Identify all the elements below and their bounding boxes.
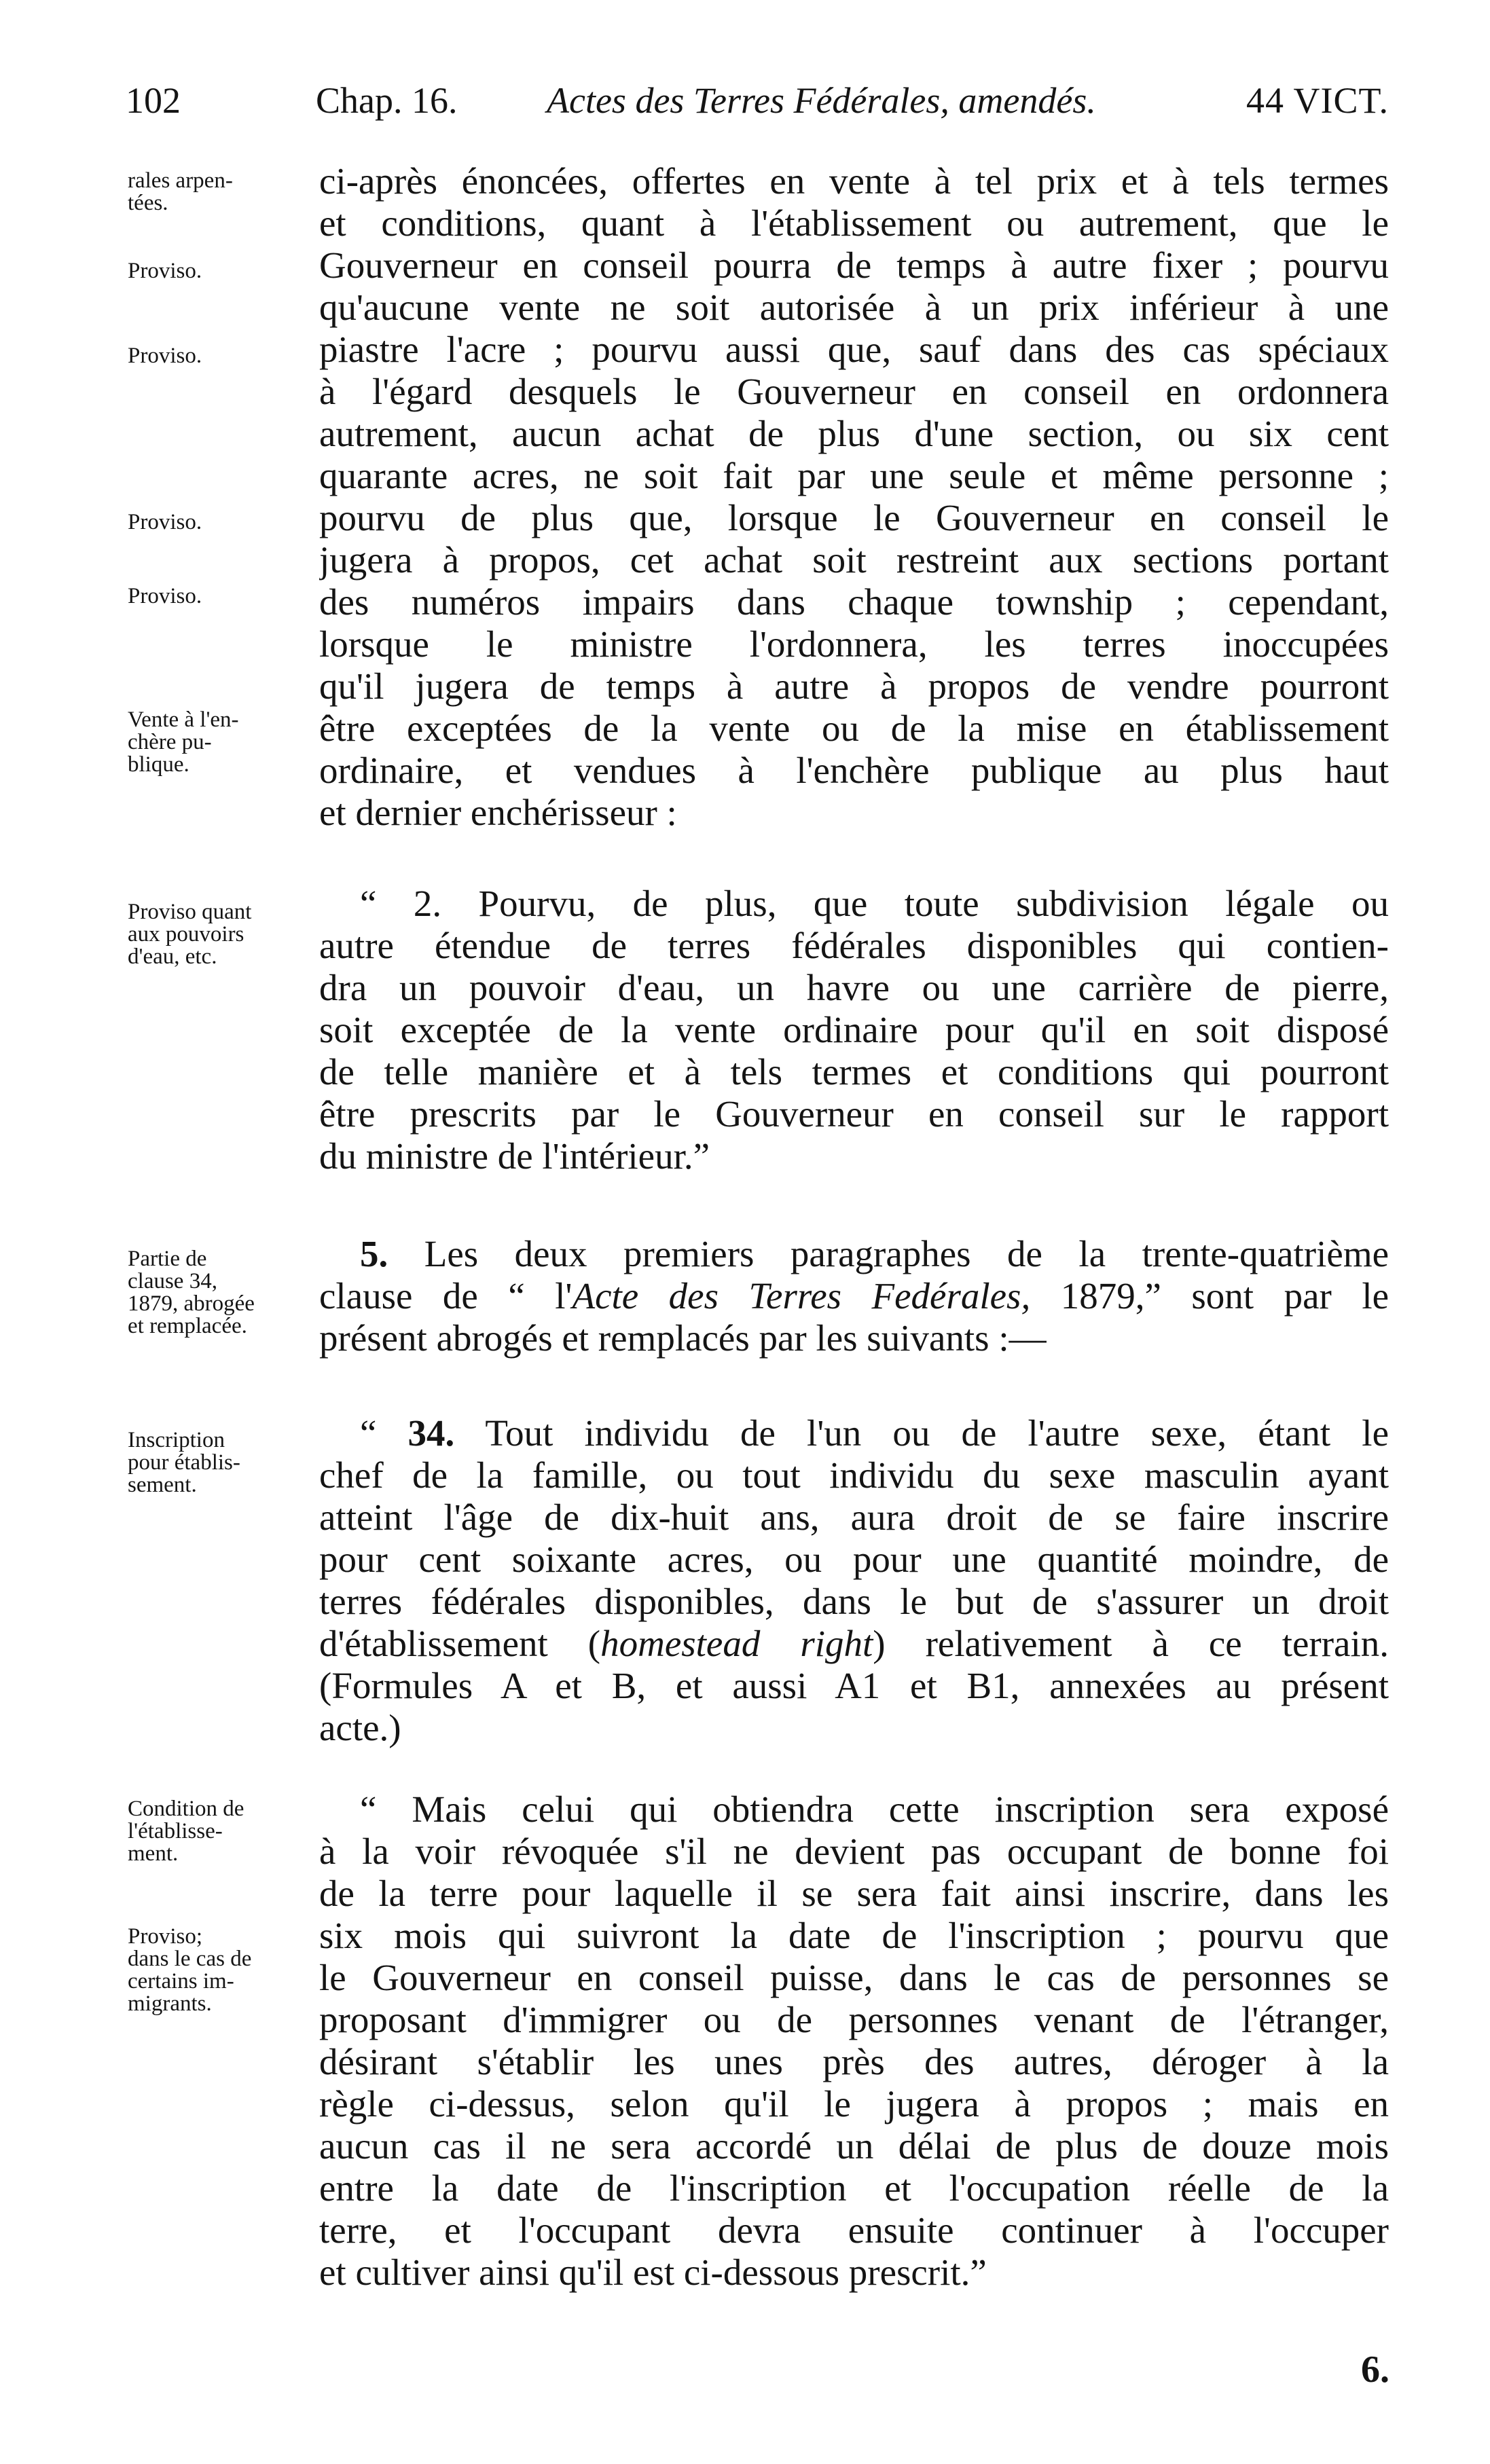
- act-citation: Acte des Terres Fedérales,: [572, 1275, 1031, 1317]
- marginal-note: Proviso quant aux pouvoirs d'eau, etc.: [128, 900, 252, 969]
- text-line: ordinaire, et vendues à l'enchère publique au plus haut: [319, 750, 1389, 791]
- text-line: Gouverneur en conseil pourra de temps à autre fixer ; pourvu: [319, 244, 1389, 286]
- text-line: entre la date de l'inscription et l'occupation réelle de la: [319, 2167, 1389, 2209]
- marginal-note: Proviso.: [128, 259, 202, 283]
- text-line: piastre l'acre ; pourvu aussi que, sauf dans des cas spéciaux: [319, 329, 1389, 370]
- text-line: être exceptées de la vente ou de la mise en établissement: [319, 707, 1389, 749]
- text-line: lorsque le ministre l'ordonnera, les terres inoccupées: [319, 623, 1389, 665]
- clause-number: 34.: [407, 1412, 455, 1454]
- text-line: aucun cas il ne sera accordé un délai de plus de douze mois: [319, 2125, 1389, 2167]
- text-line: terre, et l'occupant devra ensuite continuer à l'occuper: [319, 2209, 1389, 2251]
- marginal-note: Partie de clause 34, 1879, abrogée et remplacée.: [128, 1247, 255, 1338]
- chapter-label: Chap. 16.: [316, 80, 458, 121]
- text-line: acte.): [319, 1707, 401, 1748]
- page-number: 102: [126, 80, 181, 121]
- text-line: présent abrogés et remplacés par les suivants :—: [319, 1317, 1047, 1359]
- marginal-note: Proviso.: [128, 344, 202, 368]
- act-title: Actes des Terres Fédérales, amendés.: [547, 80, 1096, 121]
- text-line: des numéros impairs dans chaque township ; cependant,: [319, 581, 1389, 623]
- marginal-note: Vente à l'en- chère pu- blique.: [128, 707, 239, 777]
- marginal-note: Proviso.: [128, 510, 202, 534]
- text-line: de telle manière et à tels termes et conditions qui pourront: [319, 1051, 1389, 1092]
- text-line: pour cent soixante acres, ou pour une quantité moindre, de: [319, 1539, 1389, 1580]
- marginal-note: Proviso; dans le cas de certains im- migrants.: [128, 1924, 252, 2016]
- text-line: (Formules A et B, et aussi A1 et B1, annexées au présent: [319, 1665, 1389, 1706]
- text-line: “ 2. Pourvu, de plus, que toute subdivision légale ou: [360, 883, 1389, 924]
- marginal-note: Condition de l'établisse- ment.: [128, 1797, 244, 1866]
- text-line: clause de “ l'Acte des Terres Fedérales, 1879,” sont par le: [319, 1275, 1389, 1317]
- marginal-note: Proviso.: [128, 584, 202, 608]
- text-line: de la terre pour laquelle il se sera fait ainsi inscrire, dans les: [319, 1873, 1389, 1914]
- text-line: qu'aucune vente ne soit autorisée à un prix inférieur à une: [319, 287, 1389, 328]
- text-line: et conditions, quant à l'établissement ou autrement, que le: [319, 202, 1389, 244]
- text-line: six mois qui suivront la date de l'inscription ; pourvu que: [319, 1915, 1389, 1956]
- text-line: “ Mais celui qui obtiendra cette inscription sera exposé: [360, 1788, 1389, 1830]
- text-line: et dernier enchérisseur :: [319, 792, 677, 833]
- text-line: d'établissement (homestead right) relativement à ce terrain.: [319, 1623, 1389, 1664]
- text-line: 5. Les deux premiers paragraphes de la trente-quatrième: [360, 1233, 1389, 1274]
- text-line: chef de la famille, ou tout individu du sexe masculin ayant: [319, 1454, 1389, 1496]
- text-line: qu'il jugera de temps à autre à propos de vendre pourront: [319, 665, 1389, 707]
- text-line: dra un pouvoir d'eau, un havre ou une carrière de pierre,: [319, 967, 1389, 1008]
- text-line: désirant s'établir les unes près des autres, déroger à la: [319, 2041, 1389, 2082]
- text-line: autre étendue de terres fédérales disponibles qui contien-: [319, 925, 1389, 966]
- text-line: du ministre de l'intérieur.”: [319, 1135, 710, 1177]
- text-line: le Gouverneur en conseil puisse, dans le cas de personnes se: [319, 1957, 1389, 1998]
- text-line: à la voir révoquée s'il ne devient pas occupant de bonne foi: [319, 1831, 1389, 1872]
- marginal-note: rales arpen- tées.: [128, 168, 233, 215]
- text-line: et cultiver ainsi qu'il est ci-dessous prescrit.”: [319, 2251, 987, 2293]
- text-line: proposant d'immigrer ou de personnes venant de l'étranger,: [319, 1999, 1389, 2040]
- text-line: “ 34. Tout individu de l'un ou de l'autre sexe, étant le: [360, 1412, 1389, 1454]
- text-line: ci-après énoncées, offertes en vente à tel prix et à tels termes: [319, 160, 1389, 202]
- text-line: règle ci-dessus, selon qu'il le jugera à propos ; mais en: [319, 2083, 1389, 2125]
- text-line: quarante acres, ne soit fait par une seule et même personne ;: [319, 455, 1389, 496]
- regnal-year: 44 VICT.: [1246, 80, 1389, 121]
- text-line: terres fédérales disponibles, dans le but de s'assurer un droit: [319, 1581, 1389, 1622]
- text-line: soit exceptée de la vente ordinaire pour qu'il en soit disposé: [319, 1009, 1389, 1050]
- text-line: être prescrits par le Gouverneur en conseil sur le rapport: [319, 1093, 1389, 1135]
- running-header: [126, 73, 1389, 128]
- text-line: à l'égard desquels le Gouverneur en conseil en ordonnera: [319, 371, 1389, 412]
- text-line: pourvu de plus que, lorsque le Gouverneur en conseil le: [319, 497, 1389, 538]
- text-line: atteint l'âge de dix-huit ans, aura droit de se faire inscrire: [319, 1496, 1389, 1538]
- homestead-term: homestead right: [600, 1623, 873, 1664]
- marginal-note: Inscription pour établis- sement.: [128, 1428, 240, 1497]
- text-line: autrement, aucun achat de plus d'une section, ou six cent: [319, 413, 1389, 454]
- next-section-catchword: 6.: [1361, 2349, 1389, 2391]
- section-number: 5.: [360, 1233, 388, 1274]
- text-line: jugera à propos, cet achat soit restreint aux sections portant: [319, 539, 1389, 581]
